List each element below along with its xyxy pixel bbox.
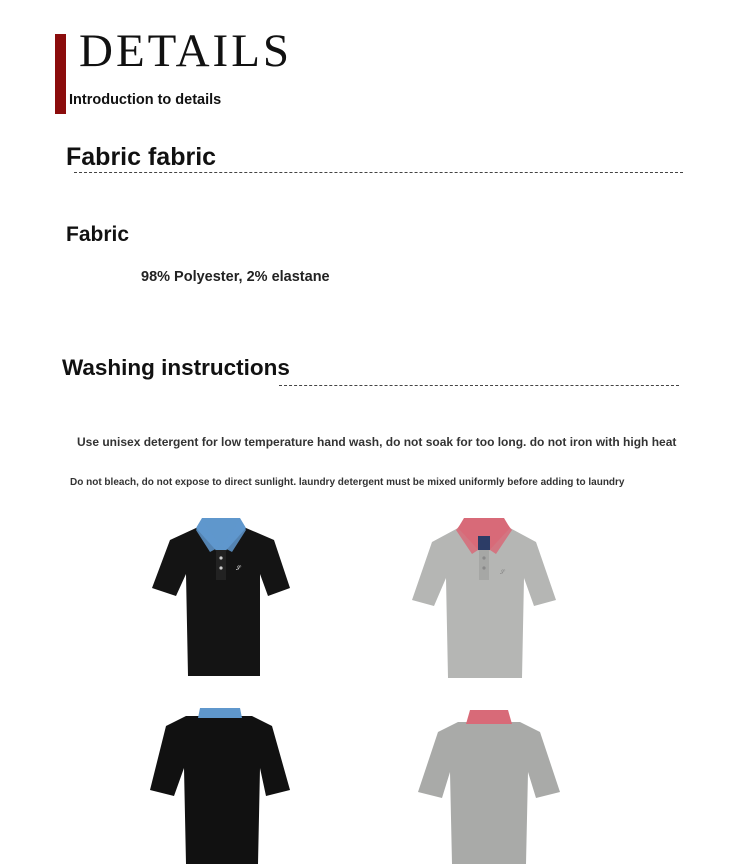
inner-collar — [478, 536, 490, 550]
shirt-body — [150, 716, 290, 864]
polo-shirt-icon — [146, 704, 294, 864]
fabric-subheading: Fabric — [66, 223, 130, 246]
polo-shirt-icon — [148, 516, 294, 680]
page-subtitle: Introduction to details — [69, 92, 222, 108]
fabric-section-heading: Fabric fabric — [66, 143, 217, 171]
product-image-black-back — [146, 704, 294, 864]
washing-section-heading: Washing instructions — [62, 355, 290, 380]
shirt-collar — [466, 710, 512, 724]
accent-bar — [55, 34, 66, 114]
dashed-divider — [279, 385, 679, 386]
dashed-divider — [74, 172, 683, 173]
polo-shirt-icon — [414, 708, 564, 864]
placket — [479, 550, 489, 580]
product-image-black-front — [148, 516, 294, 680]
washing-instruction-line: Do not bleach, do not expose to direct sunlight. laundry detergent must be mixed uniformly before adding to laundry — [70, 477, 625, 488]
polo-shirt-icon — [408, 516, 560, 682]
placket — [216, 550, 226, 580]
fabric-composition: 98% Polyester, 2% elastane — [141, 269, 330, 285]
logo-mark: 𝒮 — [236, 565, 241, 572]
washing-instruction-line: Use unisex detergent for low temperature hand wash, do not soak for too long. do not iron with high heat — [77, 435, 677, 449]
shirt-collar — [198, 708, 242, 718]
button — [219, 556, 222, 559]
button — [482, 556, 485, 559]
product-image-grey-front — [408, 516, 560, 682]
page-title: DETAILS — [79, 25, 293, 77]
logo-mark: 𝒮 — [500, 569, 505, 576]
product-image-grey-back — [414, 708, 564, 864]
button — [219, 566, 222, 569]
shirt-body — [418, 722, 560, 864]
button — [482, 566, 485, 569]
